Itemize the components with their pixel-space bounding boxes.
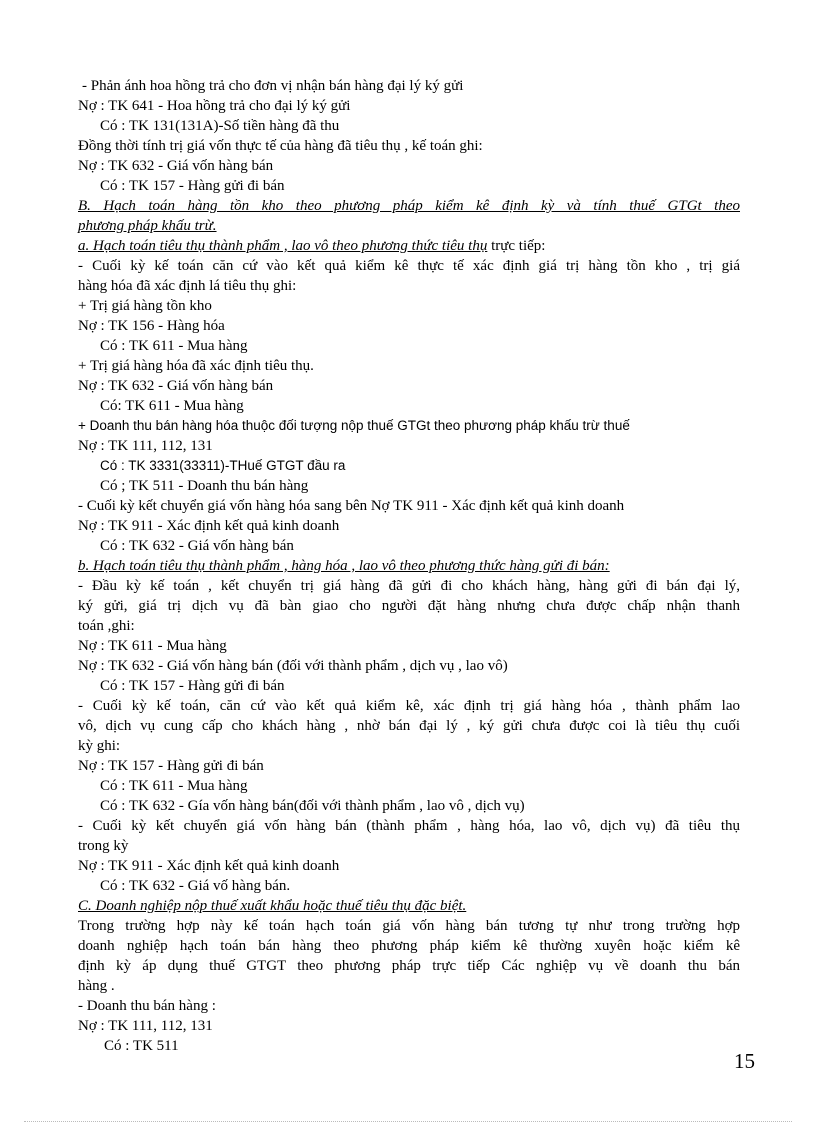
text-line: Có : TK 3331(33311)-THuế GTGT đầu ra (100, 458, 346, 473)
text-line: toán ,ghi: (78, 618, 135, 634)
text-line: ký gửi, giá trị dịch vụ đã bàn giao cho người đặt hàng nhưng chưa được chấp nhận thanh (78, 598, 740, 614)
text-line: vô, dịch vụ cung cấp cho khách hàng , nhờ bán đại lý , ký gửi chưa được coi là tiêu thụ cuối (78, 718, 740, 734)
text-line: Có : TK 611 - Mua hàng (100, 778, 248, 794)
text-line: Nợ : TK 911 - Xác định kết quả kinh doanh (78, 858, 340, 874)
text-line: Nợ : TK 632 - Giá vốn hàng bán (78, 378, 274, 394)
text-line: Có : TK 157 - Hàng gửi đi bán (100, 178, 285, 194)
subheading-a (78, 236, 740, 256)
text-line: - Đầu kỳ kế toán , kết chuyển trị giá hàng đã gửi đi cho khách hàng, hàng gửi đi bán đại lý, (78, 578, 740, 594)
text-line: định kỳ áp dụng thuế GTGT theo phương pháp trực tiếp Các nghiệp vụ về doanh thu bán (78, 958, 740, 974)
text-line: Có: TK 611 - Mua hàng (100, 398, 244, 414)
footer-divider (24, 1121, 792, 1122)
text-line: Có : TK 632 - Gía vốn hàng bán(đối với thành phẩm , lao vô , dịch vụ) (100, 798, 525, 814)
text-line: Trong trường hợp này kế toán hạch toán giá vốn hàng bán tương tự như trong trường hợp (78, 918, 740, 934)
text-line: Nợ : TK 911 - Xác định kết quả kinh doanh (78, 518, 340, 534)
text-line: hàng hóa đã xác định lá tiêu thụ ghi: (78, 278, 297, 294)
text-line: Nợ : TK 111, 112, 131 (78, 438, 213, 454)
text-line: Nợ : TK 632 - Giá vốn hàng bán (78, 158, 274, 174)
text-line: Nợ : TK 641 - Hoa hồng trả cho đại lý ký gửi (78, 98, 351, 114)
text-line: + Trị giá hàng tồn kho (78, 298, 212, 314)
text-line: - Cuối kỳ kế toán căn cứ vào kết quả kiểm kê thực tế xác định giá trị hàng tồn kho , trị giá (78, 258, 740, 274)
text-line: hàng . (78, 978, 115, 994)
text-line: - Cuối kỳ kế toán, căn cứ vào kết quả kiểm kê, xác định trị giá hàng hóa , thành phẩm lao (78, 698, 740, 714)
text-line: - Doanh thu bán hàng : (78, 998, 216, 1014)
text-line: doanh nghiệp hạch toán bán hàng theo phương pháp kiểm kê thường xuyên hoặc kiểm kê (78, 938, 740, 954)
subheading-b: b. Hạch toán tiêu thụ thành phẩm , hàng hóa , lao vô theo phương thức hàng gửi đi bán: (78, 558, 610, 574)
text-line: Có : TK 157 - Hàng gửi đi bán (100, 678, 285, 694)
section-heading-c: C. Doanh nghiệp nộp thuế xuất khẩu hoặc thuế tiêu thụ đặc biệt. (78, 898, 467, 914)
text-line: + Doanh thu bán hàng hóa thuộc đối tượng nộp thuế GTGt theo phương pháp khấu trừ thuế (78, 418, 630, 433)
section-heading-b-cont: phương pháp khấu trừ. (78, 218, 217, 234)
text-line: - Phản ánh hoa hồng trả cho đơn vị nhận bán hàng đại lý ký gửi (82, 78, 464, 94)
text-line: Có : TK 131(131A)-Số tiền hàng đã thu (100, 118, 340, 134)
document-page (78, 76, 740, 1056)
text-line: Nợ : TK 632 - Giá vốn hàng bán (đối với thành phẩm , dịch vụ , lao vô) (78, 658, 508, 674)
text-line: Có : TK 632 - Giá vốn hàng bán (100, 538, 294, 554)
text-line: - Cuối kỳ kết chuyển giá vốn hàng bán (thành phẩm , hàng hóa, lao vô, dịch vụ) đã tiêu thụ (78, 818, 740, 834)
section-heading-b: B. Hạch toán hàng tồn kho theo phương pháp kiểm kê định kỳ và tính thuế GTGt theo (78, 198, 740, 214)
page-number: 15 (734, 1049, 755, 1073)
text-line: Nợ : TK 157 - Hàng gửi đi bán (78, 758, 264, 774)
text-line: Nợ : TK 611 - Mua hàng (78, 638, 227, 654)
text-line: kỳ ghi: (78, 738, 121, 754)
text-line: Có ; TK 511 - Doanh thu bán hàng (100, 478, 309, 494)
text-line: Có : TK 611 - Mua hàng (100, 338, 248, 354)
text-line: Nợ : TK 111, 112, 131 (78, 1018, 213, 1034)
subheading-a-tail: trực tiếp: (487, 238, 546, 254)
text-line: Có : TK 511 (104, 1038, 179, 1054)
text-line: Có : TK 632 - Giá vố hàng bán. (100, 878, 291, 894)
subheading-a-italic: a. Hạch toán tiêu thụ thành phẩm , lao vô theo phương thức tiêu thụ (78, 238, 488, 254)
text-line: + Trị giá hàng hóa đã xác định tiêu thụ. (78, 358, 314, 374)
text-line: trong kỳ (78, 838, 129, 854)
text-line: Đồng thời tính trị giá vốn thực tế của hàng đã tiêu thụ , kế toán ghi: (78, 138, 483, 154)
text-line: - Cuối kỳ kết chuyển giá vốn hàng hóa sang bên Nợ TK 911 - Xác định kết quả kinh doanh (78, 498, 625, 514)
text-line: Nợ : TK 156 - Hàng hóa (78, 318, 225, 334)
